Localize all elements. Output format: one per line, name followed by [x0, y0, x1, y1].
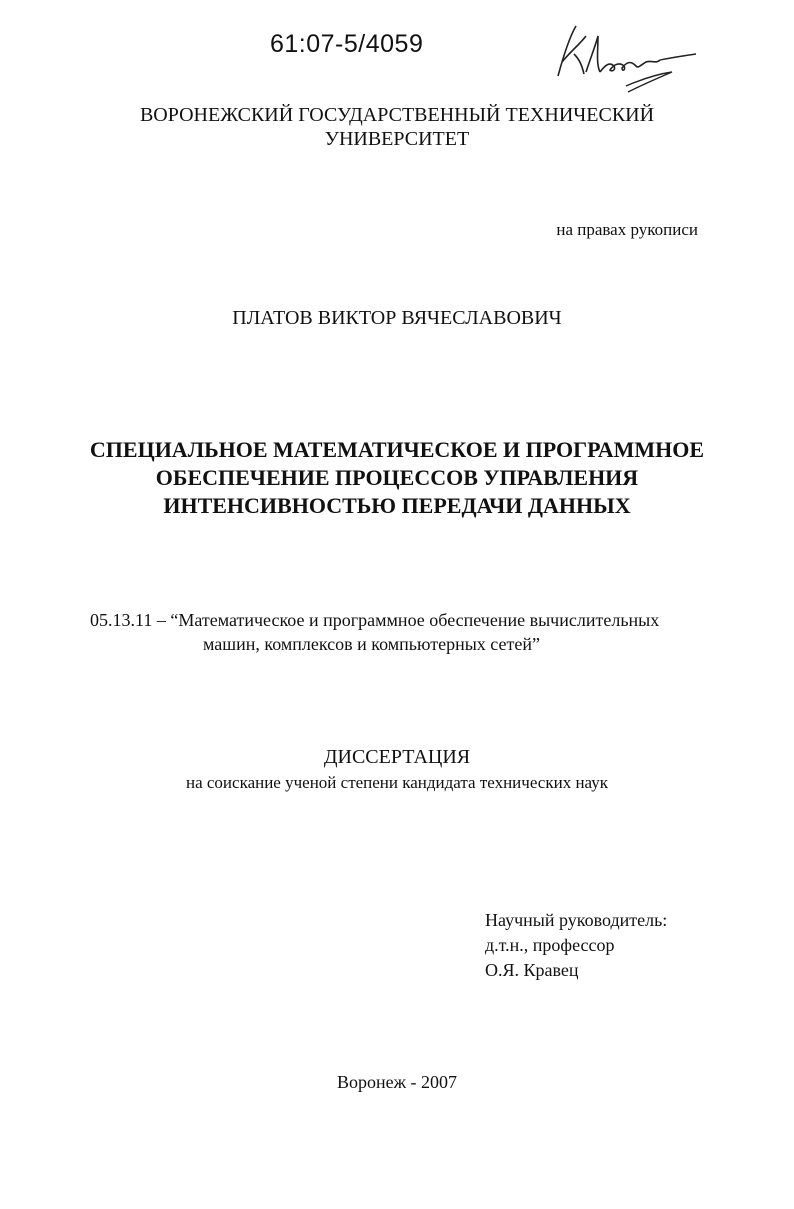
- specialty-code: [90, 608, 710, 656]
- specialty-line-1: 05.13.11 – “Математическое и программное обеспечение вычислительных: [90, 610, 660, 630]
- dissertation-title: [0, 436, 794, 520]
- rights-note: на правах рукописи: [556, 220, 698, 239]
- title-line-1: СПЕЦИАЛЬНОЕ МАТЕМАТИЧЕСКОЕ И ПРОГРАММНОЕ: [89, 437, 705, 462]
- degree-line: на соискание ученой степени кандидата технических наук: [185, 773, 608, 792]
- document-type: ДИССЕРТАЦИЯ: [323, 746, 471, 768]
- specialty-line-2: машин, комплексов и компьютерных сетей”: [203, 634, 540, 654]
- supervisor-name: О.Я. Кравец: [485, 960, 579, 980]
- supervisor-rank: д.т.н., профессор: [485, 935, 615, 955]
- university-line-1: ВОРОНЕЖСКИЙ ГОСУДАРСТВЕННЫЙ ТЕХНИЧЕСКИЙ: [139, 104, 655, 126]
- archive-code: 61:07-5/4059: [270, 30, 424, 58]
- title-line-3: ИНТЕНСИВНОСТЬЮ ПЕРЕДАЧИ ДАННЫХ: [163, 493, 631, 518]
- title-line-2: ОБЕСПЕЧЕНИЕ ПРОЦЕССОВ УПРАВЛЕНИЯ: [155, 465, 639, 490]
- university-name: [0, 103, 794, 151]
- supervisor-block: [485, 908, 667, 983]
- university-line-2: УНИВЕРСИТЕТ: [324, 128, 470, 150]
- supervisor-label: Научный руководитель:: [485, 910, 668, 930]
- city-year: Воронеж - 2007: [336, 1072, 458, 1092]
- author-name: ПЛАТОВ ВИКТОР ВЯЧЕСЛАВОВИЧ: [232, 307, 562, 329]
- signature-icon: [540, 14, 700, 104]
